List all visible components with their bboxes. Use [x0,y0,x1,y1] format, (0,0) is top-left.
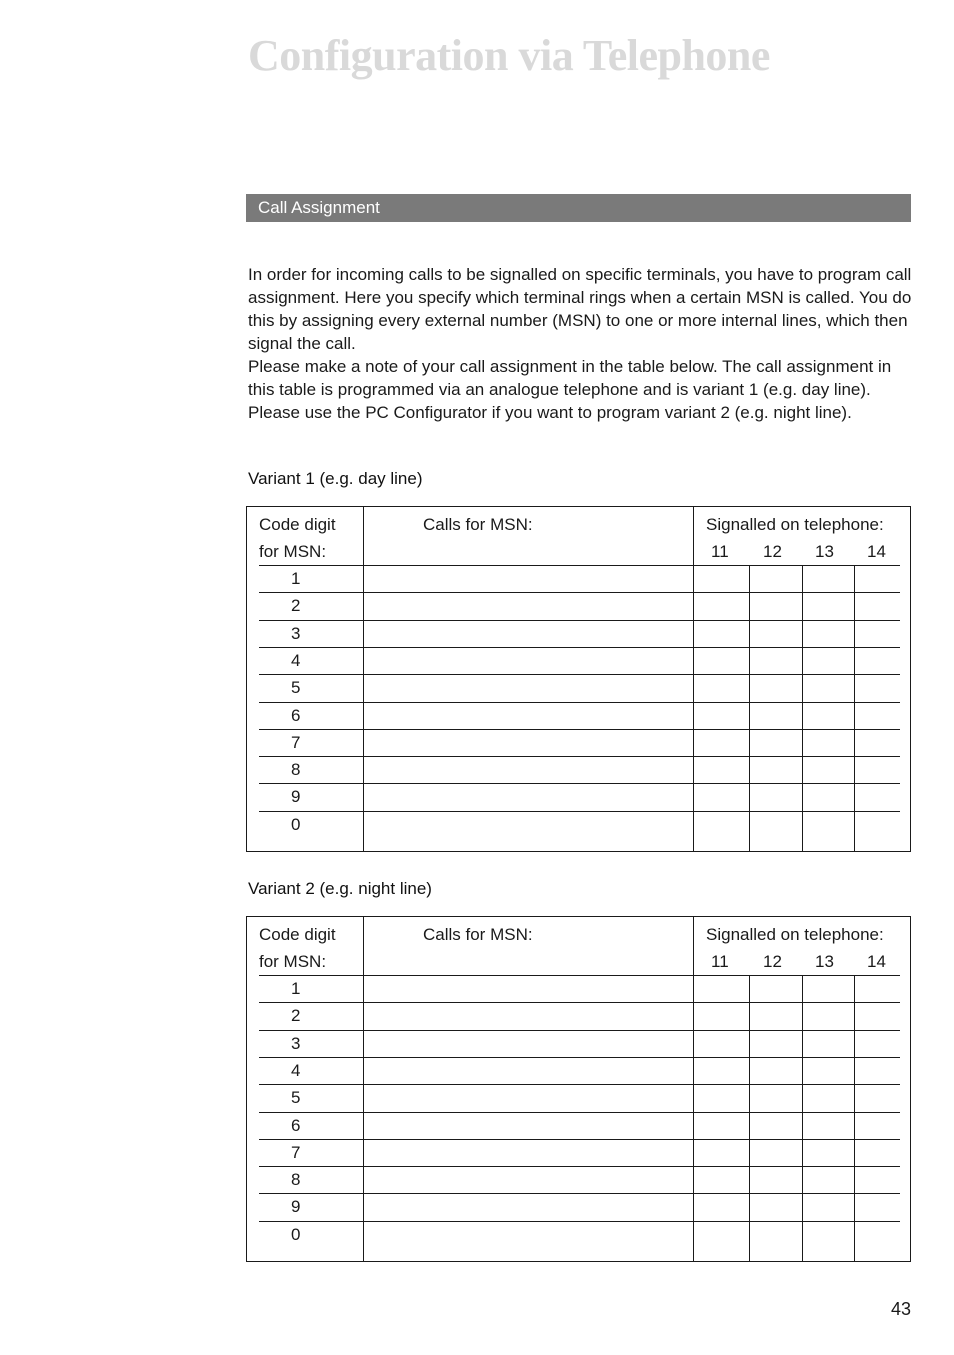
telephone-number-3: 13 [815,952,834,971]
code-digit: 1 [291,569,301,588]
section-title: Call Assignment [258,198,380,217]
section-header-bar [246,194,911,222]
code-digit: 9 [291,1197,301,1217]
code-digit: 4 [291,650,301,670]
intro-paragraph-2: Please make a note of your call assignment in the table below. The call assignment in this table is programmed via an analogue telephone and is variant 1 (e.g. day line). Please use the PC Configurator if you want to program variant 2 (e.g. night line). [248,357,892,422]
variant-2-heading: Variant 2 (e.g. night line) [248,879,432,898]
row-divider [259,975,900,976]
row-divider [259,1002,900,1003]
column-divider [363,917,364,1261]
column-divider [693,507,694,851]
column-divider [854,975,855,1261]
code-digit: 8 [291,760,301,780]
code-digit: 2 [291,1006,301,1026]
column-divider [693,917,694,1261]
intro-paragraph-1: In order for incoming calls to be signalled on specific terminals, you have to program call assignment. Here you specify which terminal rings when a certain MSN is called. You do this by assigning every external number (MSN) to one or more internal lines, which then signal the call. [248,265,912,353]
for-msn-header: for MSN: [259,952,327,971]
code-digit: 0 [291,1224,301,1244]
code-digit: 4 [291,1060,301,1080]
telephone-number-2: 12 [763,952,782,971]
column-divider [749,565,750,851]
row-divider [259,811,900,812]
code-digit: 3 [291,1033,301,1053]
row-divider [259,756,900,757]
telephone-number-1: 11 [711,952,729,971]
telephone-number-4: 14 [867,952,886,971]
signalled-on-telephone-header: Signalled on telephone: [706,515,884,534]
intro-text [248,263,918,424]
row-divider [259,783,900,784]
column-divider [802,975,803,1261]
row-divider [259,620,900,621]
code-digit: 9 [291,787,301,807]
row-divider [259,1193,900,1194]
row-divider [259,729,900,730]
code-digit: 6 [291,1115,301,1135]
row-divider [259,674,900,675]
row-divider [259,647,900,648]
variant-2-table [246,916,911,1262]
row-divider [259,1030,900,1031]
code-digit: 7 [291,732,301,752]
code-digit: 5 [291,678,301,698]
column-divider [802,565,803,851]
row-divider [259,1139,900,1140]
telephone-number-4: 14 [867,542,886,561]
code-digit: 0 [291,814,301,834]
code-digit: 3 [291,623,301,643]
code-digit: 6 [291,705,301,725]
variant-1-heading: Variant 1 (e.g. day line) [248,469,423,488]
row-divider [259,1166,900,1167]
row-divider [259,1084,900,1085]
row-divider [259,592,900,593]
row-divider [259,565,900,566]
calls-for-msn-header: Calls for MSN: [423,925,533,944]
calls-for-msn-header: Calls for MSN: [423,515,533,534]
page-title: Configuration via Telephone [248,31,770,80]
for-msn-header: for MSN: [259,542,327,561]
column-divider [749,975,750,1261]
code-digit: 7 [291,1142,301,1162]
row-divider [259,702,900,703]
code-digit-header: Code digit [259,925,336,944]
variant-1-table [246,506,911,852]
row-divider [259,1112,900,1113]
column-divider [854,565,855,851]
code-digit: 5 [291,1088,301,1108]
column-divider [363,507,364,851]
telephone-number-3: 13 [815,542,834,561]
row-divider [259,1221,900,1222]
telephone-number-2: 12 [763,542,782,561]
telephone-number-1: 11 [711,542,729,561]
code-digit: 1 [291,979,301,998]
code-digit-header: Code digit [259,515,336,534]
row-divider [259,1057,900,1058]
code-digit: 8 [291,1170,301,1190]
code-digit: 2 [291,596,301,616]
signalled-on-telephone-header: Signalled on telephone: [706,925,884,944]
page-number: 43 [890,1299,911,1319]
